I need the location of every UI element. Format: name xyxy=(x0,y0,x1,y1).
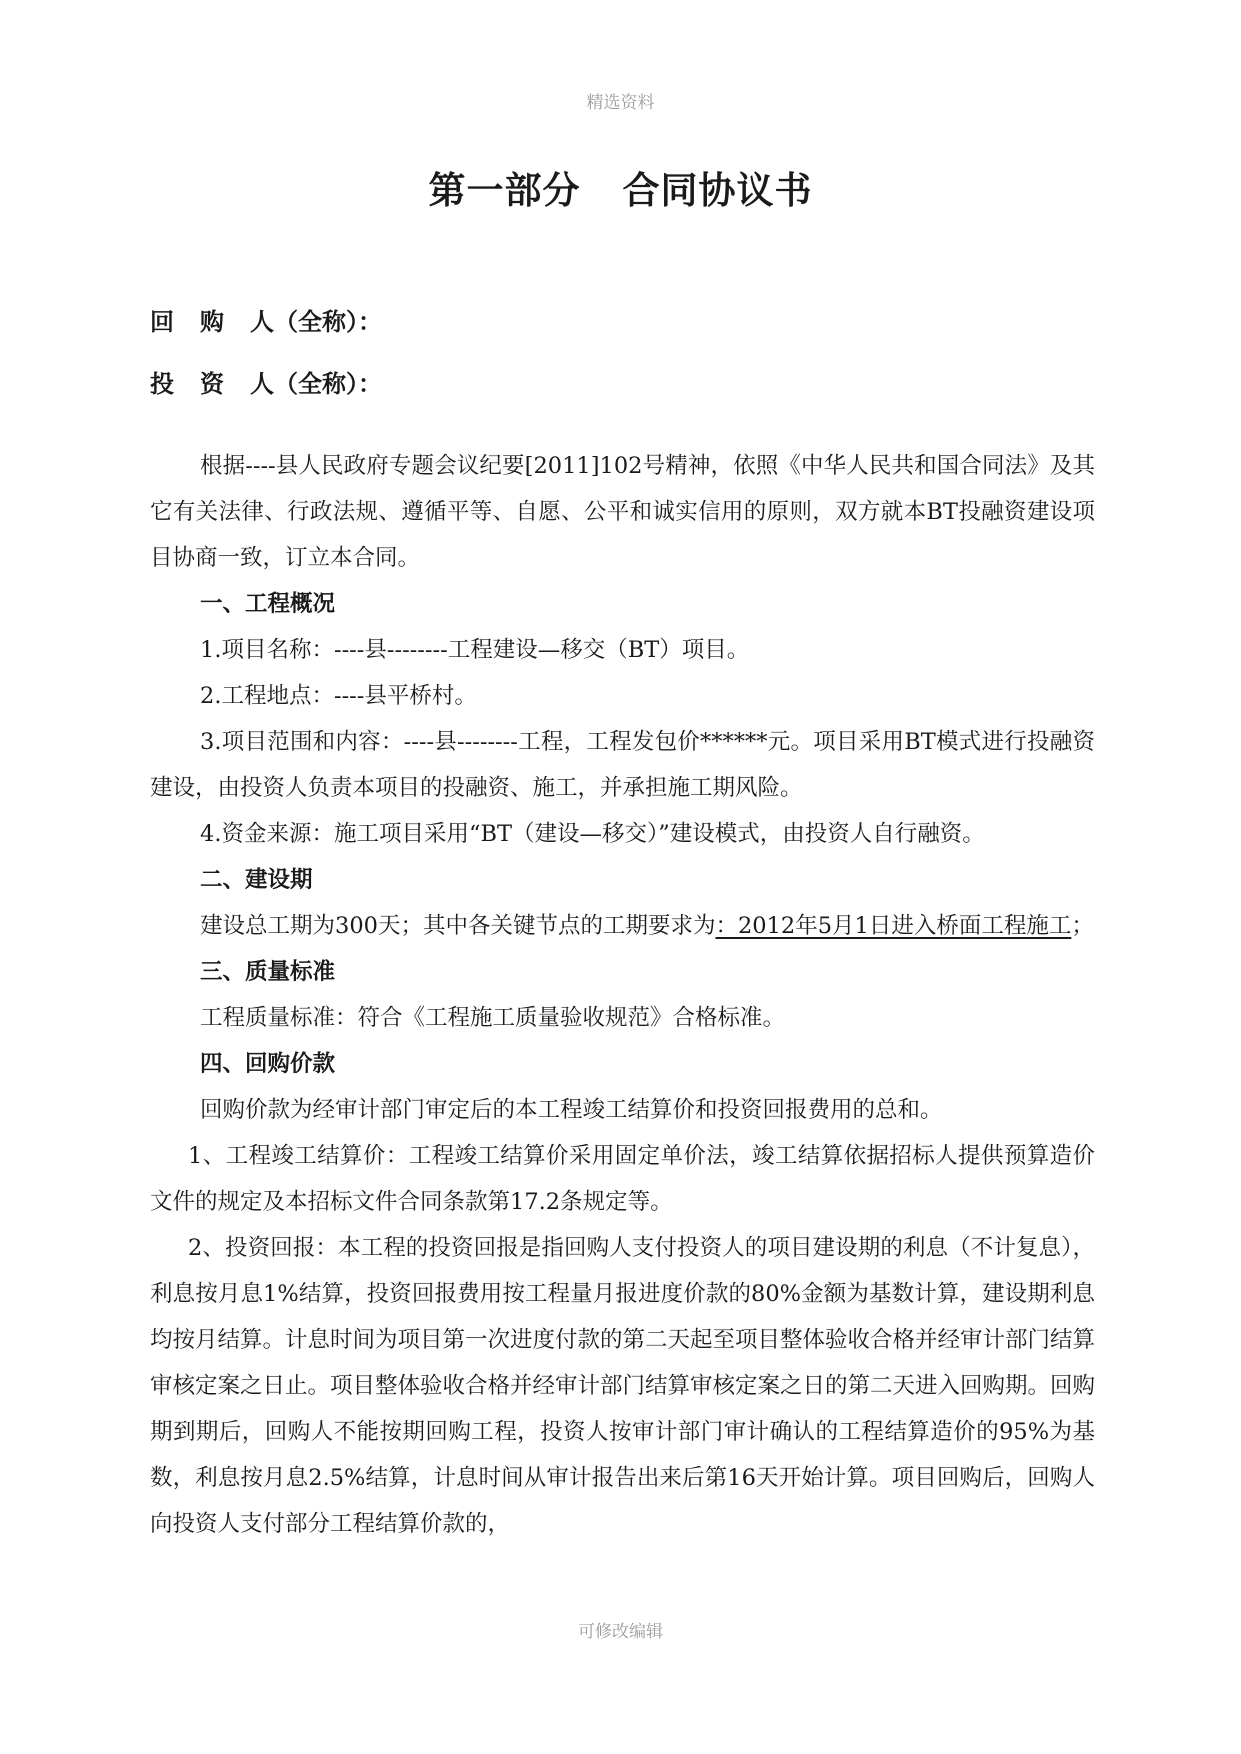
section-1-heading: 一、工程概况 xyxy=(200,591,336,617)
page-footer: 可修改编辑 xyxy=(578,1622,663,1642)
party-investor-label: 人（全称）： xyxy=(250,370,382,398)
party-buyer-label: 人（全称）： xyxy=(250,308,382,336)
party-buyer-char-1: 回 xyxy=(150,308,174,336)
party-buyer xyxy=(150,302,382,337)
section-1-item-3: 3.项目范围和内容：----县--------工程，工程发包价******元。项目采用BT模式进行投融资建设，由投资人负责本项目的投融资、施工，并承担施工期风险。 xyxy=(150,729,1095,801)
section-3-paragraph: 工程质量标准：符合《工程施工质量验收规范》合格标准。 xyxy=(200,1005,786,1031)
party-investor-char-2: 资 xyxy=(200,370,224,398)
contract-body xyxy=(150,443,1095,1547)
section-2-heading: 二、建设期 xyxy=(200,867,313,893)
section-4-heading: 四、回购价款 xyxy=(200,1051,336,1077)
intro-paragraph: 根据----县人民政府专题会议纪要[2011]102号精神，依照《中华人民共和国合同法》及其它有关法律、行政法规、遵循平等、自愿、公平和诚实信用的原则，双方就本BT投融资建设项目协商一致，订立本合同。 xyxy=(150,453,1095,571)
section-2-paragraph xyxy=(150,903,1095,949)
page-header: 精选资料 xyxy=(586,93,655,113)
section-2-end: ； xyxy=(1071,913,1094,939)
title-name: 合同协议书 xyxy=(622,169,813,212)
section-1-item-2: 2.工程地点：----县平桥村。 xyxy=(200,683,477,709)
section-2-milestone: ：2012年5月1日进入桥面工程施工 xyxy=(715,913,1072,939)
title-part: 第一部分 xyxy=(428,169,581,212)
section-1-item-4: 4.资金来源：施工项目采用“BT（建设—移交）”建设模式，由投资人自行融资。 xyxy=(200,821,985,847)
section-4-item-2: 2、投资回报：本工程的投资回报是指回购人支付投资人的项目建设期的利息（不计复息），利息按月息1%结算，投资回报费用按工程量月报进度价款的80%金额为基数计算，建设期利息均按月结算。计息时间为项目第一次进度付款的第二天起至项目整体验收合格并经审计部门结算审核定案之日止。项目整体验收合格并经审计部门结算审核定案之日的第二天进入回购期。回购期到期后，回购人不能按期回购工程，投资人按审计部门审计确认的工程结算造价的95%为基数，利息按月息2.5%结算，计息时间从审计报告出来后第16天开始计算。项目回购后，回购人向投资人支付部分工程结算价款的， xyxy=(150,1235,1096,1537)
party-investor xyxy=(150,364,382,399)
section-2-text: 建设总工期为300天；其中各关键节点的工期要求为 xyxy=(200,913,716,939)
section-4-intro: 回购价款为经审计部门审定后的本工程竣工结算价和投资回报费用的总和。 xyxy=(200,1097,943,1123)
section-3-heading: 三、质量标准 xyxy=(200,959,336,985)
section-1-item-1: 1.项目名称：----县--------工程建设—移交（BT）项目。 xyxy=(200,637,750,663)
section-4-item-1: 1、工程竣工结算价：工程竣工结算价采用固定单价法，竣工结算依据招标人提供预算造价文件的规定及本招标文件合同条款第17.2条规定等。 xyxy=(150,1143,1095,1215)
party-buyer-char-2: 购 xyxy=(200,308,224,336)
document-title xyxy=(0,160,1241,214)
party-investor-char-1: 投 xyxy=(150,370,174,398)
